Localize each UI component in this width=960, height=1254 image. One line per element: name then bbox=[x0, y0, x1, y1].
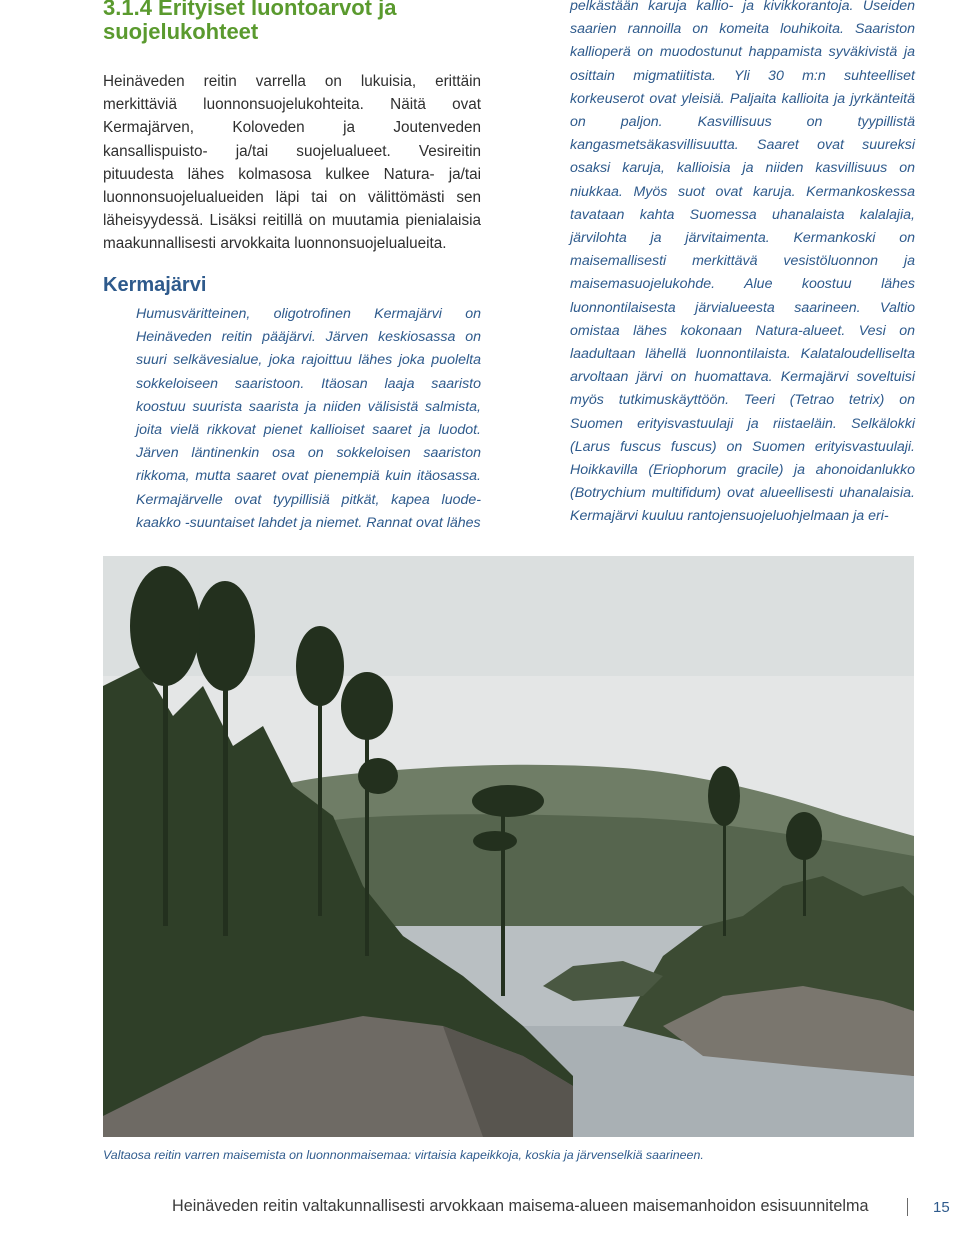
kermajarvi-heading: Kermajärvi bbox=[103, 274, 207, 296]
photo-caption: Valtaosa reitin varren maisemista on luonnonmaisemaa: virtaisia kapeikkoja, koskia ja järvenselkiä saarineen. bbox=[103, 1148, 704, 1162]
lake-landscape-photo bbox=[103, 556, 914, 1137]
footer-title: Heinäveden reitin valtakunnallisesti arvokkaan maisema-alueen maisemanhoidon esisuunnitelma bbox=[172, 1197, 869, 1215]
footer-divider bbox=[907, 1198, 908, 1216]
kermajarvi-right-paragraph-3: Teeri (Tetrao tetrix) on Suomen erityisvastuulaji ja riistaeläin. Selkälokki (Larus fuscus fuscus) on Suomen erityisvastuulaji. Hoikkavilla (Eriophorum gracile) ja ahonoidanlukko (Botrychium multifidum) ovat alueellisesti uhanalaisia. bbox=[570, 392, 915, 502]
kermajarvi-right-paragraph-1: pelkästään karuja kallio- ja kivikkorantoja. Useiden saarien rannoilla on komeita louhikoita. Saariston kallioperä on muodostunut happamista syväkivistä ja osittain migmatiitista. Yli 30 m:n suhteelliset korkeuserot ovat yleisiä. Paljaita kallioita ja jyrkänteitä on paljon. Kasvillisuus on tyypillistä kangasmetsäkasvillisuutta. Saaret ovat suureksi osaksi karuja, kallioisia ja niiden kasvillisuus on niukkaa. Myös suot ovat karuja. Kermankoskessa tavataan kahta Suomessa uhanalaista kalalajia, järvilohta ja järvitaimenta. Kermankoski on maisemallisesti merkittävä vesistöluonnon ja maisemasuojelukohde. bbox=[570, 0, 915, 293]
page-number: 15 bbox=[933, 1199, 950, 1216]
intro-paragraph: Heinäveden reitin varrella on lukuisia, erittäin merkittäviä luonnonsuojelukohteita. Näitä ovat Kermajärven, Koloveden ja Joutenveden kansallispuisto- ja/tai suojelualueet. Vesireitin pituudesta lähes kolmasosa kulkee Natura- ja/tai luonnonsuojelualueiden läpi tai on välittömästi sen läheisyydessä. Lisäksi reitillä on muutamia pienialaisia maakunnallisesti arvokkaita luonnonsuojelualueita. bbox=[103, 73, 481, 253]
kermajarvi-right-paragraph-2: Alue koostuu lähes luonnontilaisesta järvialueesta saarineen. Valtio omistaa lähes kokonaan Natura-alueet. Vesi on laadultaan lähellä luonnontilaista. Kalataloudelliselta arvoltaan järvi on huomattava. Kermajärvi soveltuisi myös tutkimuskäyttöön. bbox=[570, 276, 915, 409]
section-title: 3.1.4 Erityiset luontoarvot ja suojelukohteet bbox=[103, 0, 397, 44]
kermajarvi-left-text: Humusväritteinen, oligotrofinen Kermajärvi on Heinäveden reitin pääjärvi. Järven keskiosassa on suuri selkävesialue, joka rajoittuu lähes joka puolelta sokkeloiseen saaristoon. Itäosan laaja saaristo koostuu suurista saarista ja niiden välisistä salmista, joita vielä rikkovat pienet kallioiset saaret ja luodot. Järven läntinenkin osa on sokkeloisen saariston rikkoma, mutta saaret ovat pienempiä kuin itäosassa. Kermajärvelle ovat tyypillisiä pitkät, kapea luode-kaakko -suuntaiset lahdet ja niemet. Rannat ovat lähes bbox=[136, 306, 481, 531]
kermajarvi-right-paragraph-4: Kermajärvi kuuluu rantojensuojeluohjelmaan ja eri- bbox=[570, 508, 889, 525]
kermajarvi-right-column bbox=[570, 0, 915, 529]
